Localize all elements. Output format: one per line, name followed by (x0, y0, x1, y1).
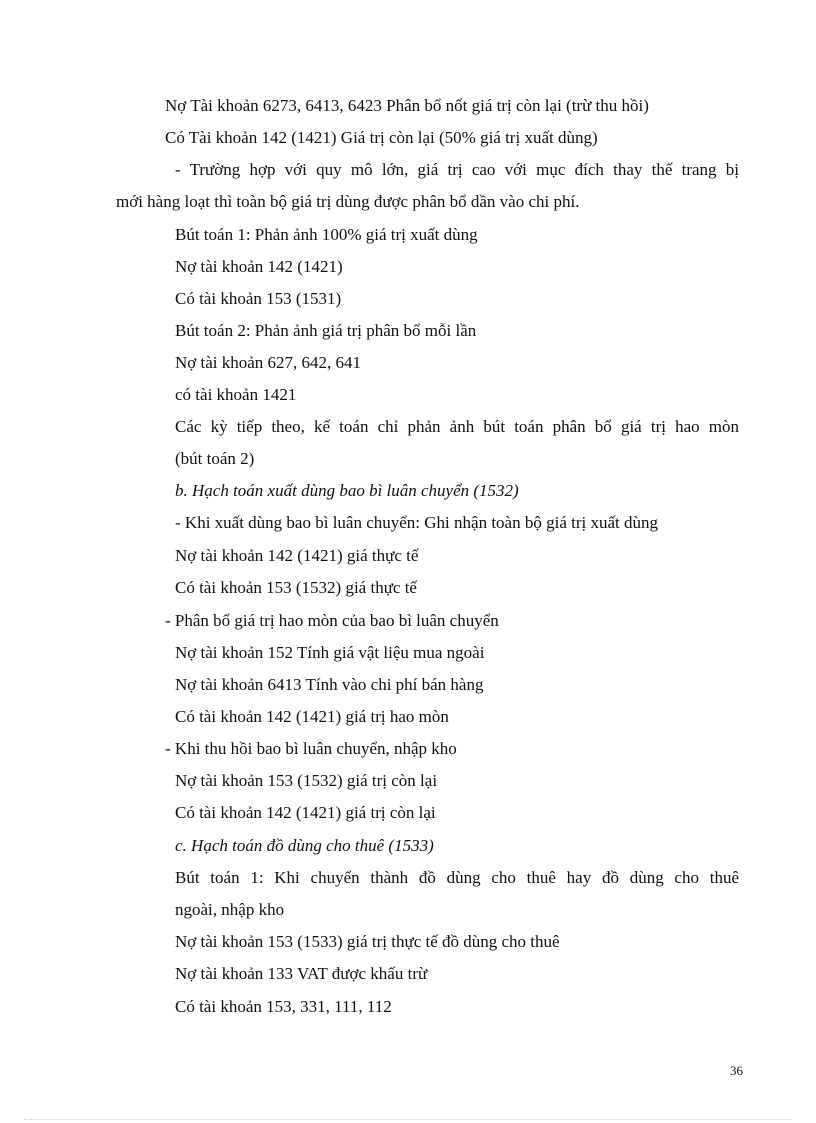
page-number: 36 (730, 1063, 743, 1078)
text-line-27: Nợ tài khoản 153 (1533) giá trị thực tế đồ dùng cho thuê (175, 932, 560, 951)
text-line-28: Nợ tài khoản 133 VAT được khấu trừ (175, 964, 428, 983)
text-line-29: Có tài khoản 153, 331, 111, 112 (175, 997, 392, 1016)
text-line-26: ngoài, nhập kho (175, 900, 285, 919)
text-line-3: - Trường hợp với quy mô lớn, giá trị cao với mục đích thay thế trang bị (175, 160, 739, 179)
text-line-11: Các kỳ tiếp theo, kế toán chỉ phản ảnh bút toán phân bổ giá trị hao mòn (175, 417, 739, 436)
text-line-18: Nợ tài khoản 152 Tính giá vật liệu mua ngoài (175, 643, 485, 662)
text-line-8: Bút toán 2: Phản ảnh giá trị phân bổ mỗi lần (175, 321, 477, 340)
text-line-12: (bút toán 2) (175, 449, 255, 468)
text-line-5: Bút toán 1: Phản ảnh 100% giá trị xuất dùng (175, 225, 478, 244)
text-line-1: Nợ Tài khoản 6273, 6413, 6423 Phân bổ nốt giá trị còn lại (trừ thu hồi) (165, 96, 649, 115)
text-line-10: có tài khoản 1421 (175, 385, 297, 404)
text-line-19: Nợ tài khoản 6413 Tính vào chi phí bán hàng (175, 675, 484, 694)
section-heading-b: b. Hạch toán xuất dùng bao bì luân chuyển (1532) (175, 481, 519, 500)
text-line-9: Nợ tài khoản 627, 642, 641 (175, 353, 362, 372)
text-line-4: mới hàng loạt thì toàn bộ giá trị dùng được phân bổ dần vào chi phí. (116, 192, 580, 211)
text-line-6: Nợ tài khoản 142 (1421) (175, 257, 343, 276)
text-line-2: Có Tài khoản 142 (1421) Giá trị còn lại (50% giá trị xuất dùng) (165, 128, 598, 147)
text-line-7: Có tài khoản 153 (1531) (175, 289, 342, 308)
text-line-20: Có tài khoản 142 (1421) giá trị hao mòn (175, 707, 449, 726)
page-bottom-divider (24, 1119, 792, 1120)
text-line-22: Nợ tài khoản 153 (1532) giá trị còn lại (175, 771, 438, 790)
text-line-23: Có tài khoản 142 (1421) giá trị còn lại (175, 803, 436, 822)
text-line-21: - Khi thu hồi bao bì luân chuyển, nhập kho (165, 739, 457, 758)
text-line-14: - Khi xuất dùng bao bì luân chuyển: Ghi nhận toàn bộ giá trị xuất dùng (175, 513, 658, 532)
text-line-25: Bút toán 1: Khi chuyển thành đồ dùng cho thuê hay đồ dùng cho thuê (175, 868, 739, 887)
text-line-16: Có tài khoản 153 (1532) giá thực tế (175, 578, 417, 597)
text-line-15: Nợ tài khoản 142 (1421) giá thực tế (175, 546, 419, 565)
text-line-17: - Phân bổ giá trị hao mòn của bao bì luân chuyển (165, 611, 499, 630)
section-heading-c: c. Hạch toán đồ dùng cho thuê (1533) (175, 836, 434, 855)
